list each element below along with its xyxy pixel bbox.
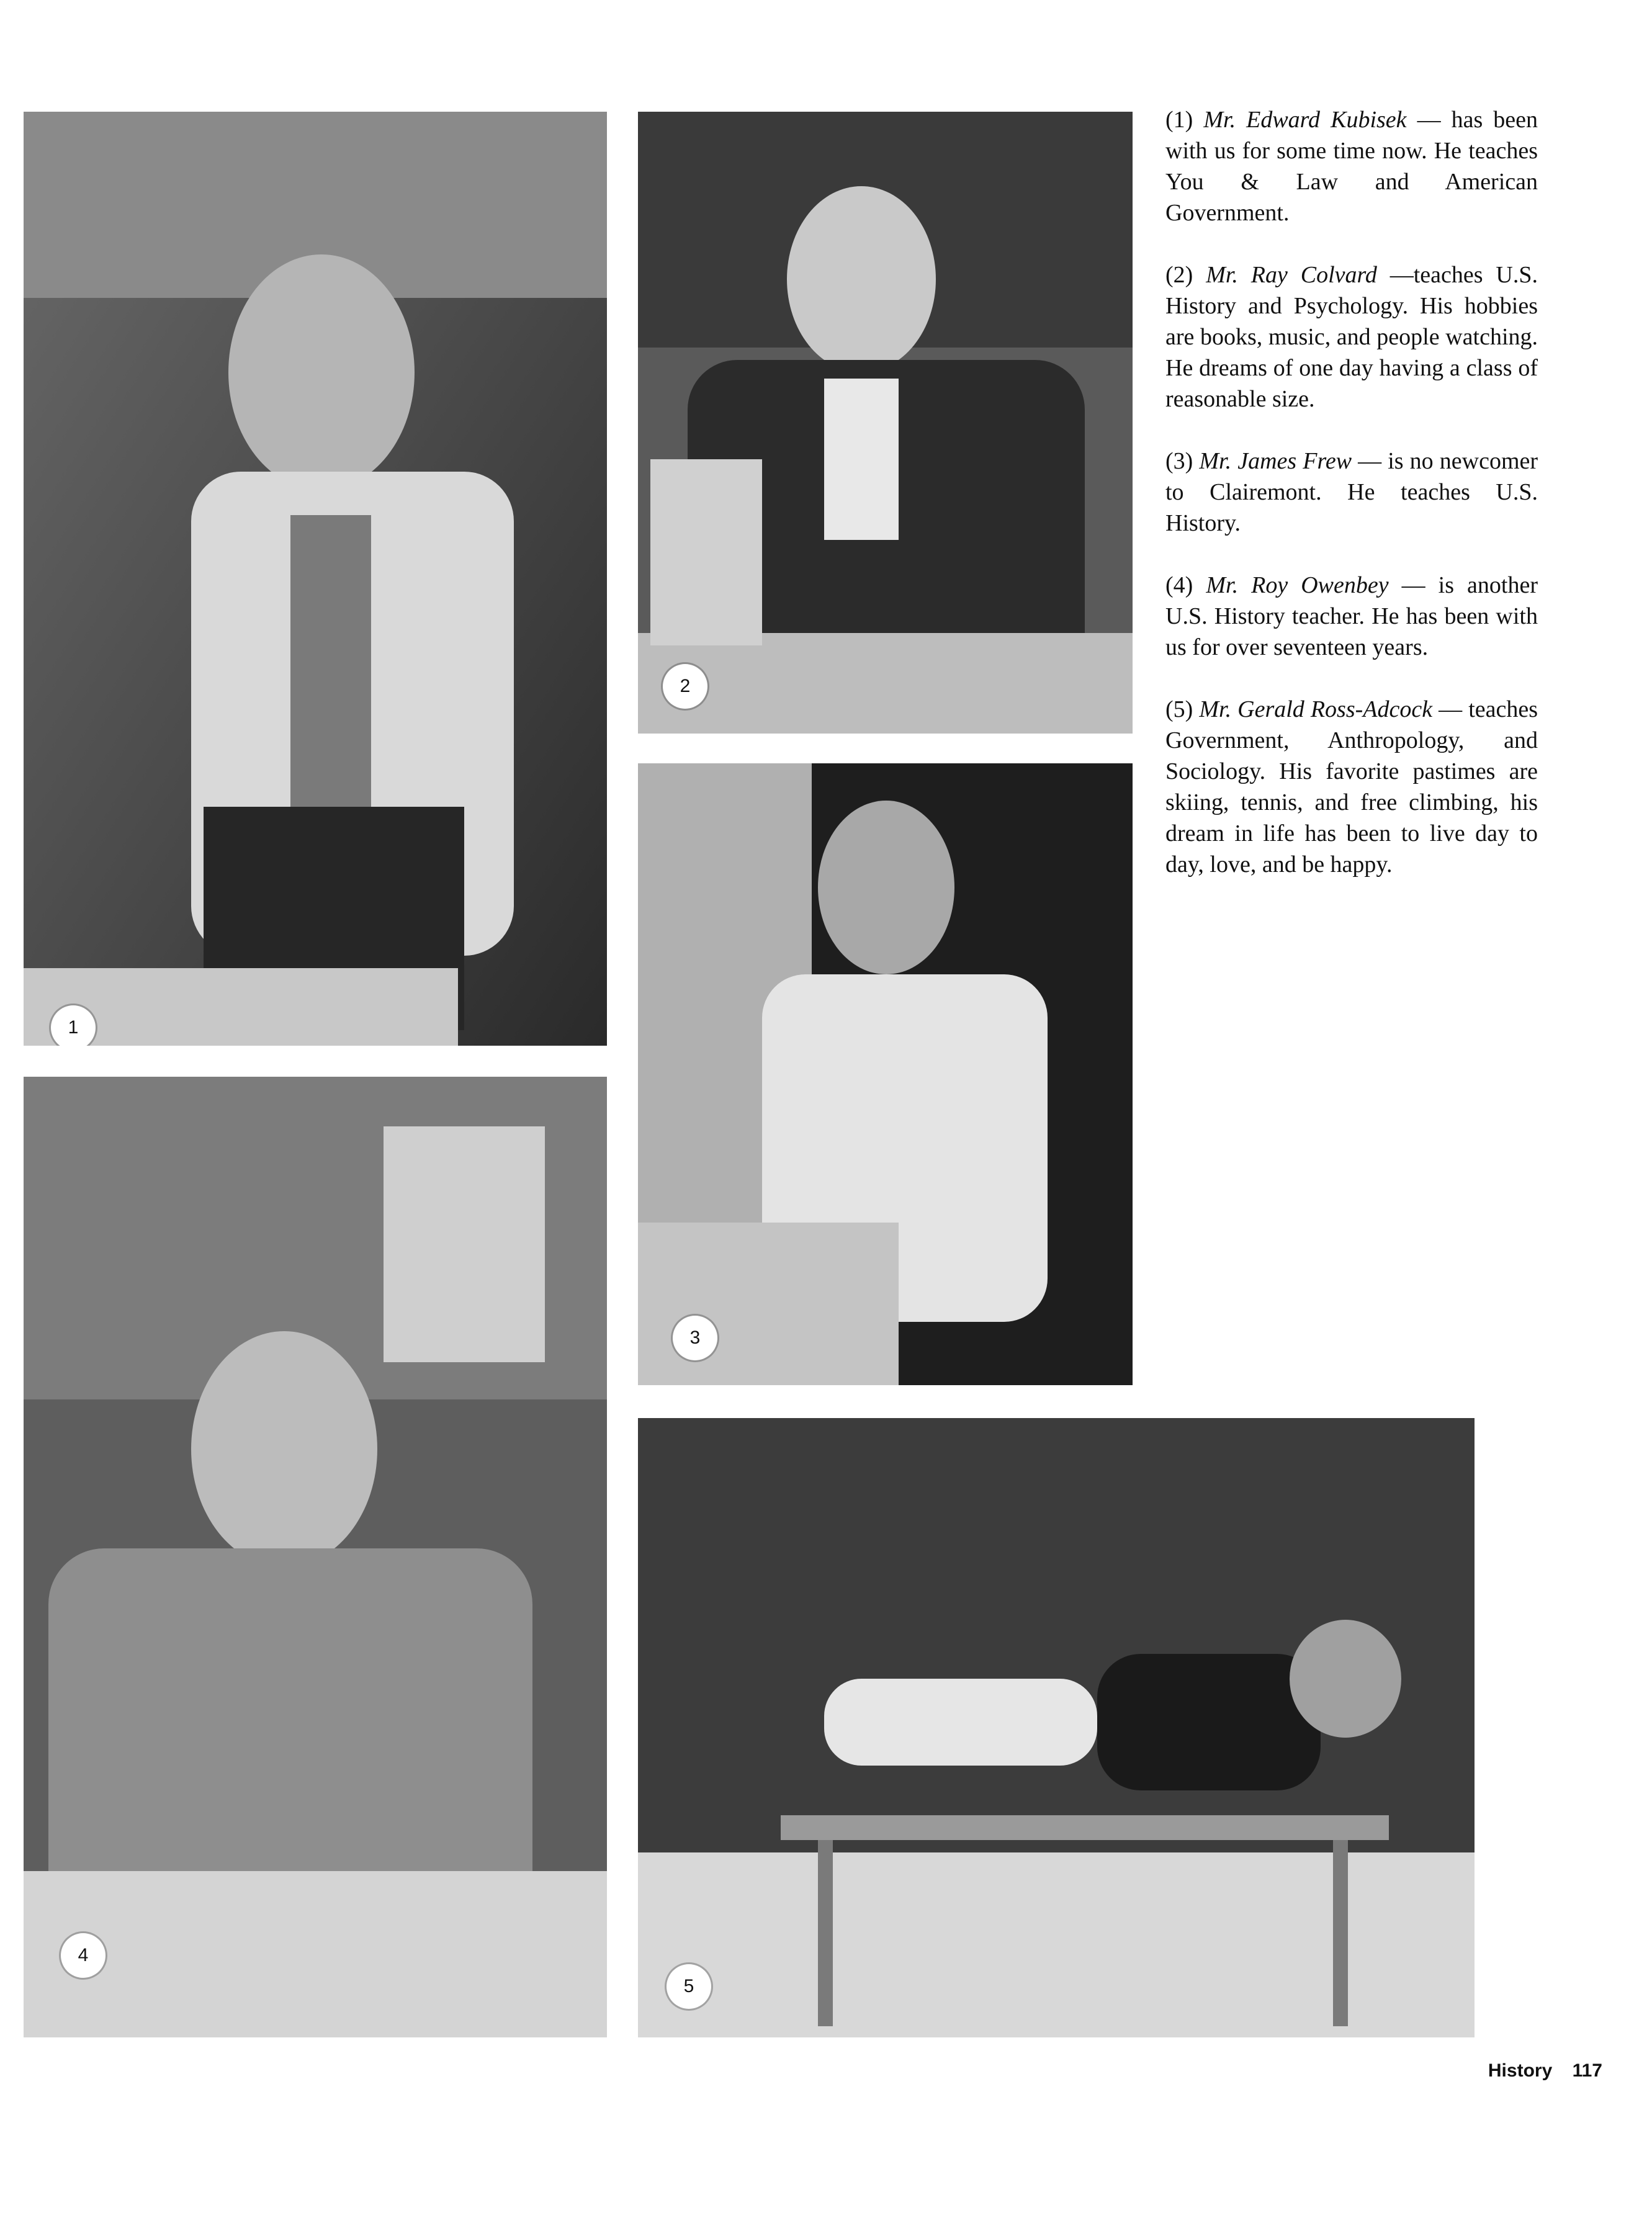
caption-5 xyxy=(1165,694,1538,880)
caption-1-number: (1) xyxy=(1165,107,1193,133)
photo-5-ross-adcock xyxy=(638,1418,1475,2037)
caption-1-text: — has been with us for some time now. He teaches You & Law and American Government. xyxy=(1165,107,1538,226)
caption-2-number: (2) xyxy=(1165,262,1193,288)
caption-2 xyxy=(1165,259,1538,415)
photo-5-number-badge: 5 xyxy=(667,1964,711,2009)
photo-2-image xyxy=(638,112,1133,734)
photo-3-number-badge: 3 xyxy=(673,1316,717,1360)
caption-3 xyxy=(1165,446,1538,539)
caption-4 xyxy=(1165,570,1538,663)
photo-3-frew xyxy=(638,763,1133,1385)
caption-5-name: Mr. Gerald Ross-Adcock xyxy=(1199,696,1433,722)
photo-2-colvard xyxy=(638,112,1133,734)
caption-4-number: (4) xyxy=(1165,572,1193,598)
caption-2-text: —teaches U.S. History and Psychology. His hobbies are books, music, and people watching. He dreams of one day having a class of reasonable size. xyxy=(1165,262,1538,412)
captions-column xyxy=(1165,104,1538,911)
caption-2-name: Mr. Ray Colvard xyxy=(1206,262,1377,288)
caption-1-name: Mr. Edward Kubisek xyxy=(1203,107,1407,133)
photo-4-number-badge: 4 xyxy=(61,1933,105,1978)
photo-4-owenbey xyxy=(24,1077,607,2037)
photo-2-number-badge: 2 xyxy=(663,664,707,709)
caption-3-number: (3) xyxy=(1165,448,1193,474)
footer-page-number: 117 xyxy=(1572,2060,1602,2081)
caption-5-number: (5) xyxy=(1165,696,1193,722)
footer-section-label: History xyxy=(1488,2060,1553,2081)
caption-3-name: Mr. James Frew xyxy=(1199,448,1352,474)
caption-3-text: — is no newcomer to Clairemont. He teaches U.S. History. xyxy=(1165,448,1538,536)
photo-1-number-badge: 1 xyxy=(51,1005,96,1046)
photo-1-image xyxy=(24,112,607,1046)
photo-5-image xyxy=(638,1418,1475,2037)
photo-1-kubisek xyxy=(24,112,607,1046)
photo-4-image xyxy=(24,1077,607,2037)
caption-1 xyxy=(1165,104,1538,228)
caption-4-text: — is another U.S. History teacher. He has been with us for over seventeen years. xyxy=(1165,572,1538,660)
caption-4-name: Mr. Roy Owenbey xyxy=(1206,572,1389,598)
page-footer xyxy=(1488,2060,1602,2081)
caption-5-text: — teaches Government, Anthropology, and Sociology. His favorite pastimes are skiing, tennis, and free climbing, his dream in life has been to live day to day, love, and be happy. xyxy=(1165,696,1538,878)
photo-3-image xyxy=(638,763,1133,1385)
